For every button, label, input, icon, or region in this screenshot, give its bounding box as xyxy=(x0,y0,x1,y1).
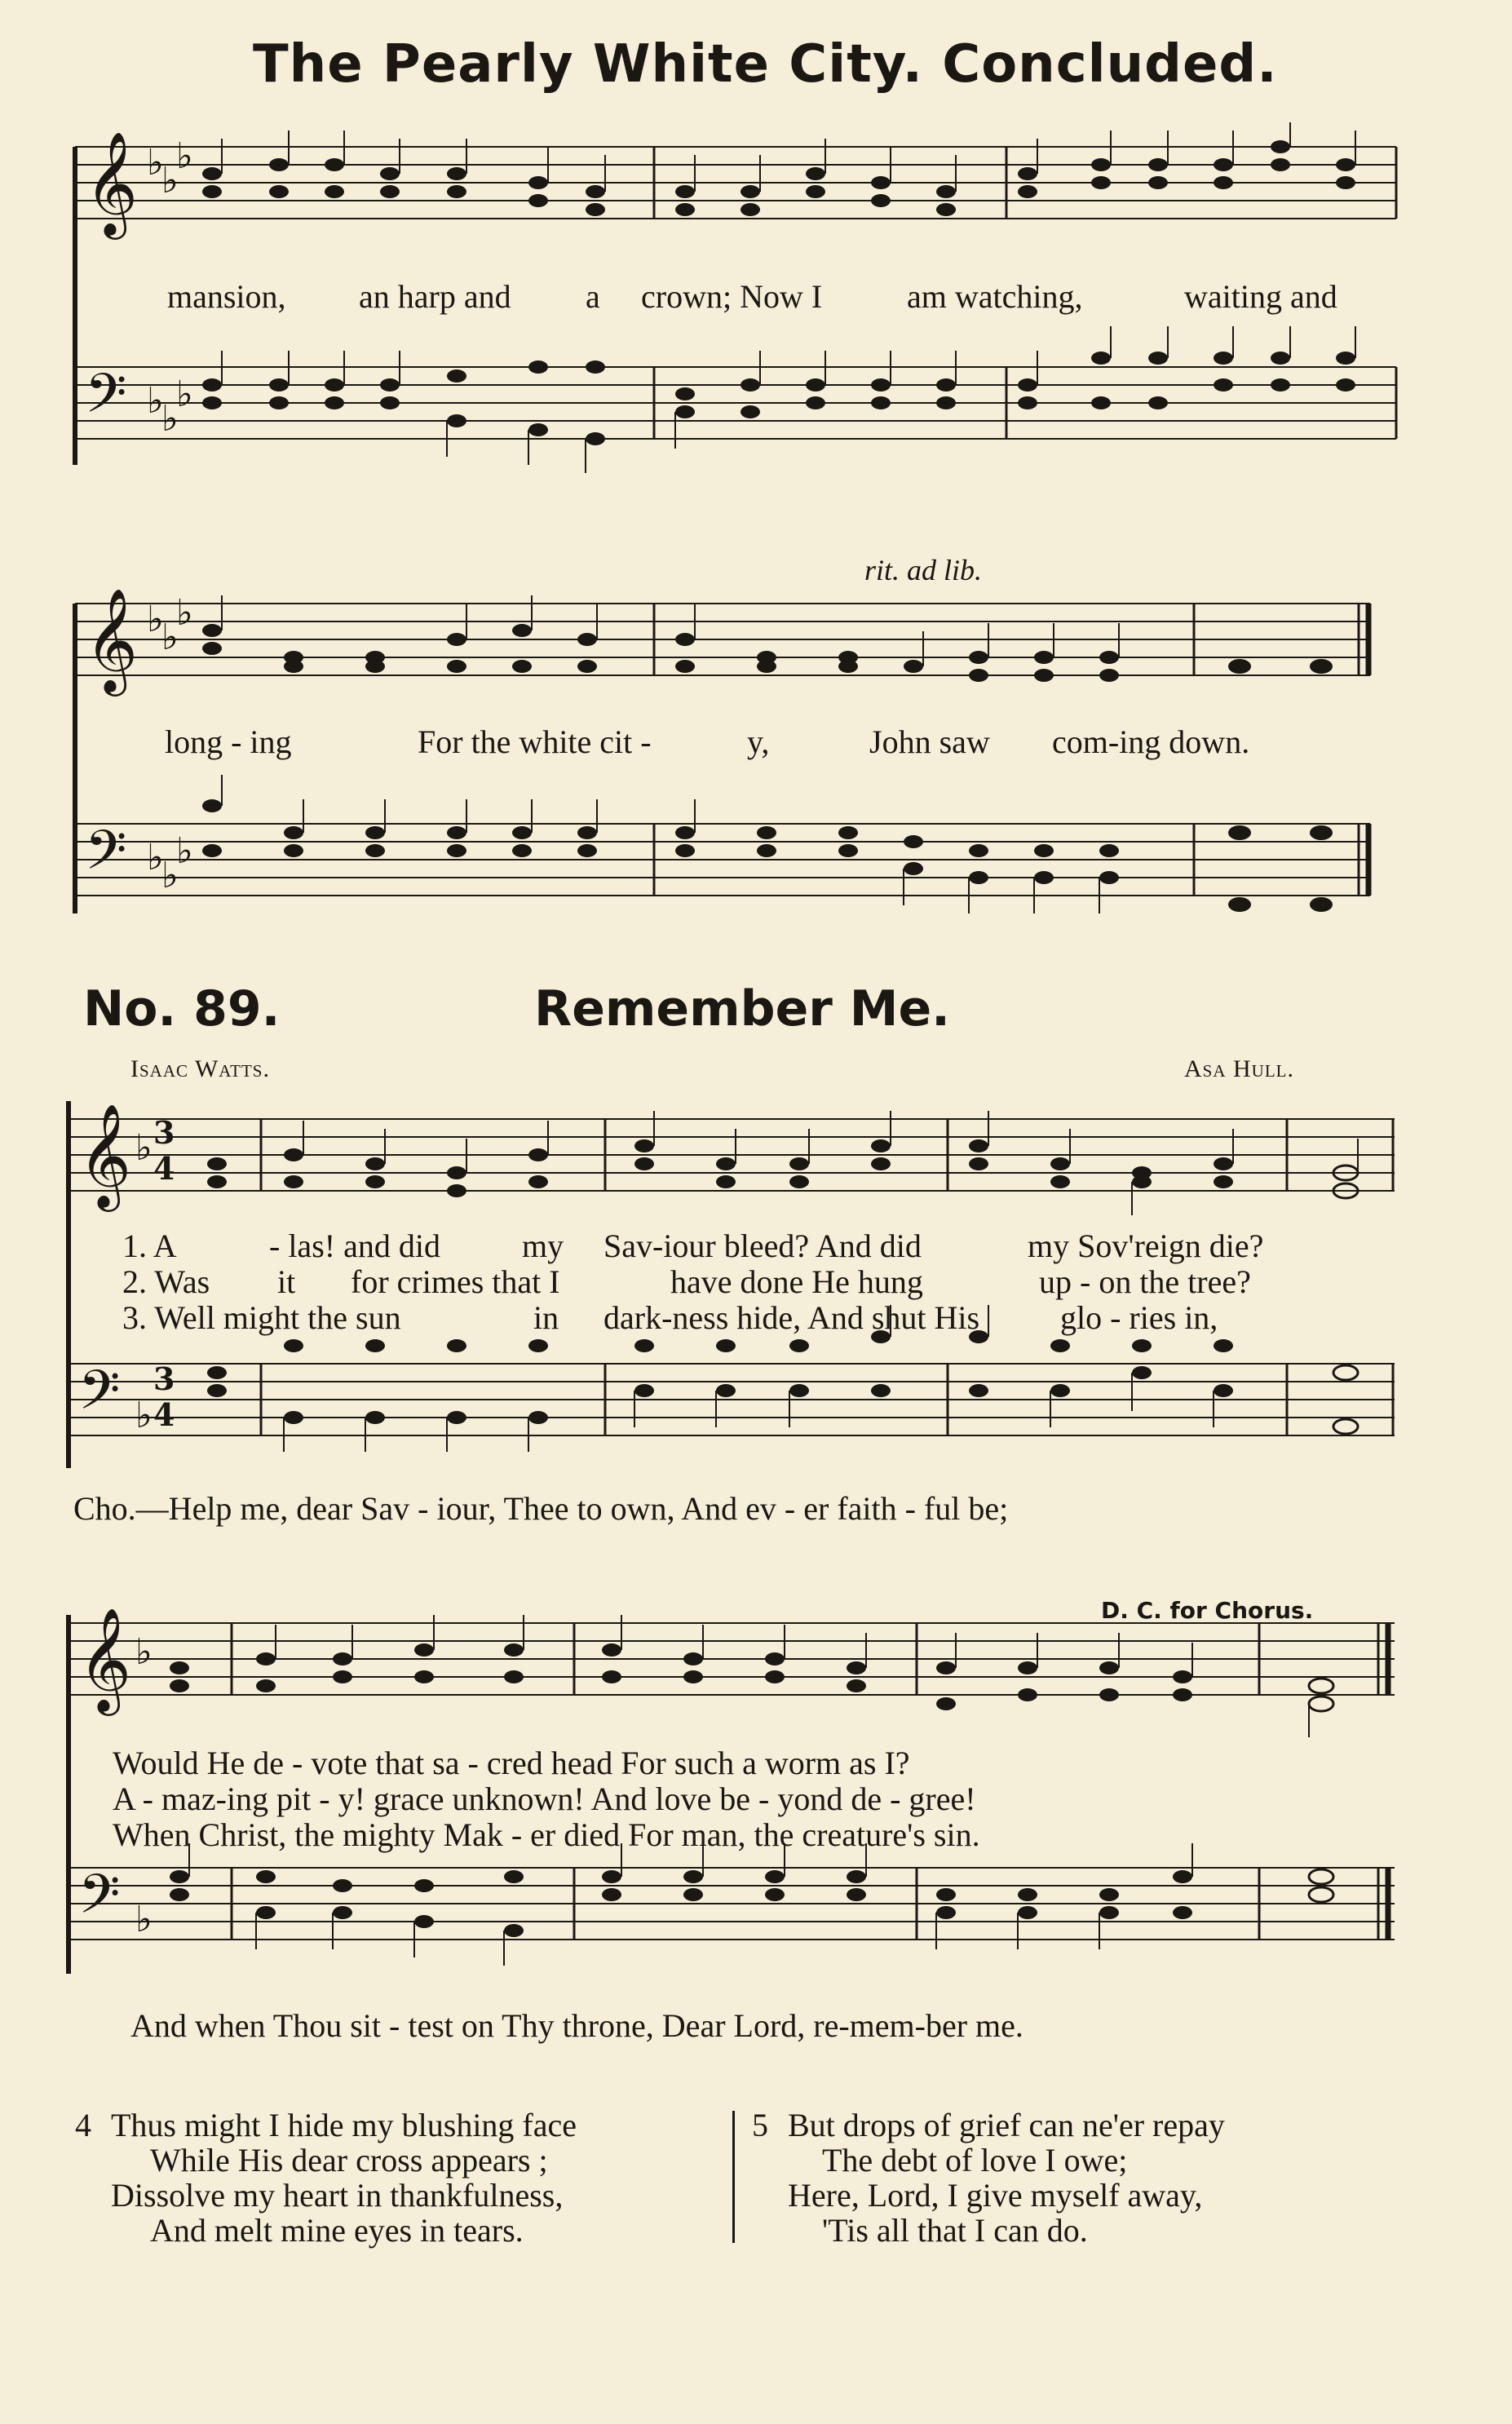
verse-5-number: 5 xyxy=(752,2107,768,2143)
verse-3-syllable: 3. Well might the sun xyxy=(122,1299,401,1336)
svg-text:♭: ♭ xyxy=(161,855,179,896)
svg-text:♭: ♭ xyxy=(147,380,164,422)
bass-clef-icon: 𝄢 xyxy=(85,362,127,438)
verse-1-line-2: Would He de - vote that sa - cred head For such a worm as I? xyxy=(113,1745,910,1781)
treble-clef-icon: 𝄞 xyxy=(85,130,139,235)
verse-1-syllable: Sav-iour bleed? And did xyxy=(603,1227,922,1264)
bass-clef-icon: 𝄢 xyxy=(85,819,127,895)
treble-staff-lines xyxy=(75,147,1396,219)
verse-2-line-2: A - maz-ing pit - y! grace unknown! And love be - yond de - gree! xyxy=(113,1780,976,1817)
verse-5-line: 'Tis all that I can do. xyxy=(822,2212,1088,2249)
system-2-lyric: com-ing down. xyxy=(1052,723,1250,760)
treble-notes xyxy=(207,1139,1358,1198)
verse-1-syllable: 1. A xyxy=(122,1227,177,1264)
svg-text:♭: ♭ xyxy=(135,1899,153,1940)
bass-clef-icon: 𝄢 xyxy=(78,1863,121,1939)
chorus-line-1: Cho.—Help me, dear Sav - iour, Thee to own, And ev - er faith - ful be; xyxy=(73,1490,1009,1527)
verse-2-syllable: it xyxy=(277,1263,296,1300)
verse-3-syllable: glo - ries in, xyxy=(1060,1299,1218,1336)
bass-stems xyxy=(222,775,1099,913)
bass-staff-lines xyxy=(69,1364,1395,1435)
verse-4-number: 4 xyxy=(75,2107,91,2143)
svg-text:3: 3 xyxy=(153,1114,175,1151)
verse-4-line: Dissolve my heart in thankfulness, xyxy=(111,2177,564,2214)
svg-text:4: 4 xyxy=(153,1150,175,1187)
system-1-lyric: an harp and xyxy=(359,278,511,315)
system-1-lyric: waiting and xyxy=(1184,278,1337,315)
treble-clef-icon: 𝄞 xyxy=(78,1607,132,1711)
verse-5-line: Here, Lord, I give myself away, xyxy=(788,2177,1203,2214)
dc-direction: D. C. for Chorus. xyxy=(1101,1597,1314,1624)
svg-text:♭: ♭ xyxy=(176,374,193,415)
svg-text:♭: ♭ xyxy=(135,1395,153,1436)
verse-3-line-2: When Christ, the mighty Mak - er died For man, the creature's sin. xyxy=(113,1816,980,1853)
treble-notes xyxy=(202,140,1355,216)
verse-divider xyxy=(732,2111,735,2243)
treble-stems xyxy=(303,1111,1358,1215)
svg-text:♭: ♭ xyxy=(176,592,193,634)
svg-text:♭: ♭ xyxy=(147,599,164,640)
composer-credit: Asa Hull. xyxy=(1184,1055,1294,1082)
bass-clef-icon: 𝄢 xyxy=(78,1359,121,1435)
svg-text:♭: ♭ xyxy=(176,830,193,872)
system-2-lyric: long - ing xyxy=(165,723,292,760)
verse-5-line: But drops of grief can ne'er repay xyxy=(788,2107,1225,2143)
verse-2-syllable: for crimes that I xyxy=(351,1263,560,1300)
bass-staff-lines xyxy=(75,824,1370,896)
svg-text:♭: ♭ xyxy=(135,1127,153,1169)
svg-text:4: 4 xyxy=(153,1396,175,1433)
verse-4-line: Thus might I hide my blushing face xyxy=(111,2107,577,2143)
verse-3-syllable: in xyxy=(533,1299,559,1336)
svg-text:♭: ♭ xyxy=(147,837,164,878)
treble-stems xyxy=(222,122,1355,192)
verse-2-syllable: have done He hung xyxy=(670,1263,923,1300)
verse-3-syllable: dark-ness hide, And shut His xyxy=(603,1299,980,1336)
page-title: The Pearly White City. Concluded. xyxy=(253,34,1278,95)
system-2-lyric: y, xyxy=(747,723,770,760)
treble-notes xyxy=(202,624,1333,682)
hymn-number: No. 89. xyxy=(83,980,281,1037)
treble-staff-lines xyxy=(75,604,1370,675)
verse-1-syllable: my Sov'reign die? xyxy=(1028,1227,1264,1264)
verse-5-line: The debt of love I owe; xyxy=(822,2142,1128,2179)
system-1-lyric: crown; Now I xyxy=(641,278,823,315)
verse-4-line: And melt mine eyes in tears. xyxy=(150,2212,524,2249)
verse-1-syllable: my xyxy=(522,1227,564,1264)
verse-1-syllable: - las! and did xyxy=(269,1227,440,1264)
tempo-direction: rit. ad lib. xyxy=(864,554,983,586)
verse-2-syllable: up - on the tree? xyxy=(1039,1263,1251,1300)
svg-text:♭: ♭ xyxy=(161,398,179,440)
verse-4-line: While His dear cross appears ; xyxy=(150,2142,548,2179)
system-2-lyric: John saw xyxy=(869,723,990,760)
hymn-title: Remember Me. xyxy=(534,980,950,1037)
svg-text:♭: ♭ xyxy=(176,135,193,177)
treble-clef-icon: 𝄞 xyxy=(78,1103,132,1207)
lyricist-credit: Isaac Watts. xyxy=(130,1055,270,1082)
system-1-lyric: a xyxy=(586,278,600,315)
svg-text:3: 3 xyxy=(153,1360,175,1397)
system-2-lyric: For the white cit - xyxy=(418,723,652,760)
treble-clef-icon: 𝄞 xyxy=(85,587,139,692)
svg-text:♭: ♭ xyxy=(161,160,179,201)
system-1-lyric: mansion, xyxy=(167,278,286,315)
chorus-line-2: And when Thou sit - test on Thy throne, Dear Lord, re-mem-ber me. xyxy=(130,2007,1023,2044)
bass-notes xyxy=(202,352,1355,445)
system-1-lyric: am watching, xyxy=(907,278,1083,315)
svg-text:♭: ♭ xyxy=(161,617,179,658)
svg-text:♭: ♭ xyxy=(147,142,164,184)
verse-2-syllable: 2. Was xyxy=(122,1263,210,1300)
svg-text:♭: ♭ xyxy=(135,1631,153,1673)
